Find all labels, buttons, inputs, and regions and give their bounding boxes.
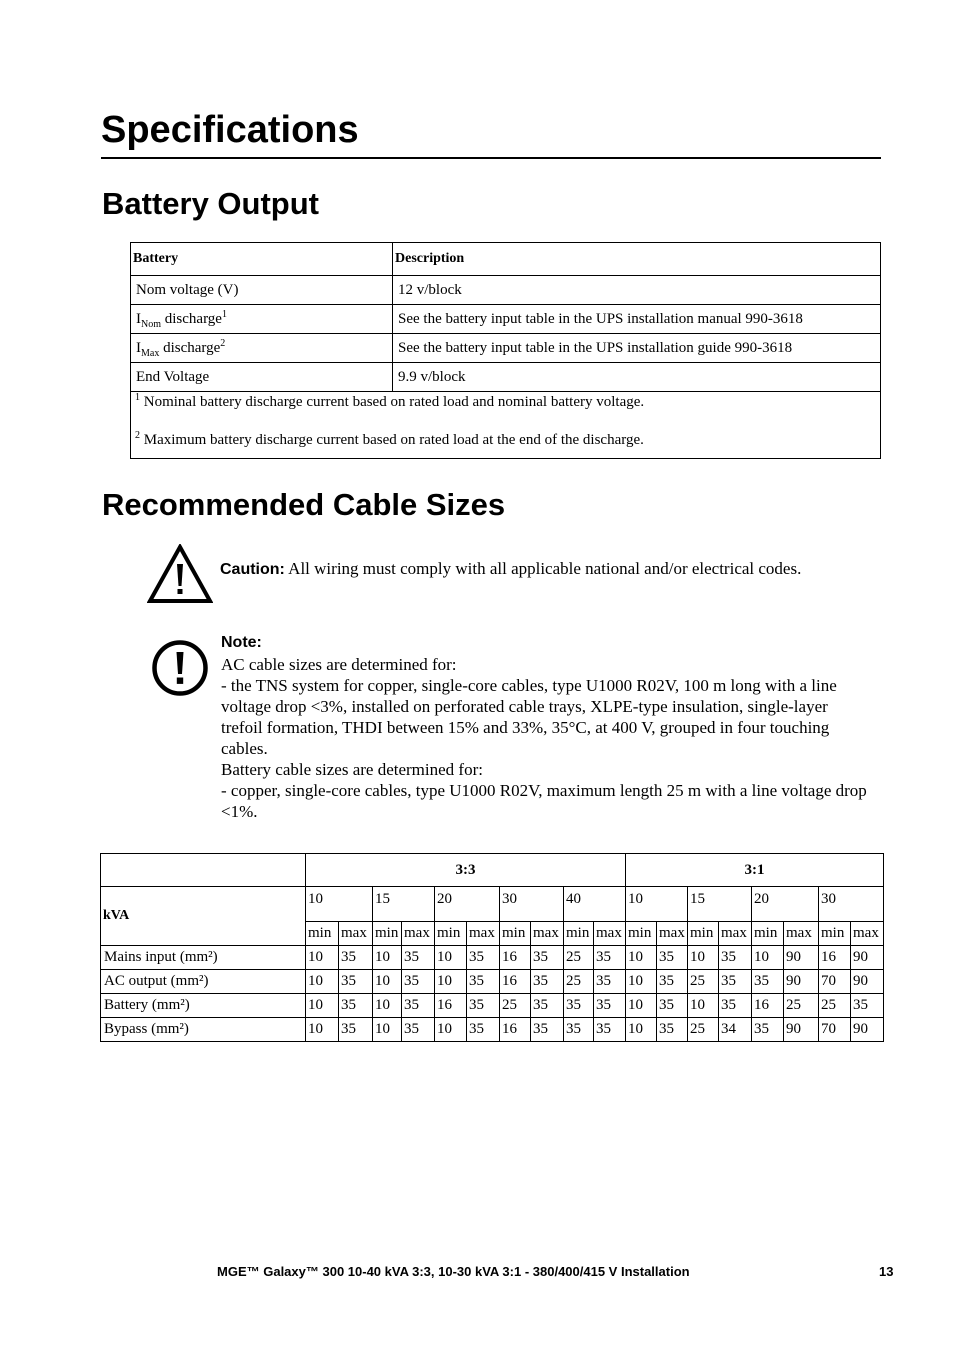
footnotes-row [131,392,881,459]
cable-size-cell: 35 [467,994,500,1018]
footnote: $^2$ Maximum battery discharge current based on rated load at the end of the discharge. [135,430,644,448]
cable-size-cell: 35 [402,970,435,994]
cable-size-cell: 10 [373,1018,402,1042]
max-header: max [339,922,373,946]
row-label: Mains input (mm²) [101,946,306,970]
note-label: Note: [221,634,262,651]
max-header: max [784,922,819,946]
table-row [101,1018,884,1042]
min-header: min [626,922,657,946]
cable-size-cell: 90 [784,1018,819,1042]
cable-size-cell: 35 [594,946,626,970]
cable-size-cell: 10 [626,970,657,994]
min-header: min [373,922,402,946]
battery-output-heading: Battery Output [102,186,319,221]
cable-size-cell: 16 [435,994,467,1018]
min-header: min [688,922,719,946]
cable-size-cell: 35 [657,946,688,970]
footnote: $^1$ Nominal battery discharge current based on rated load and nominal battery voltage. [135,392,645,410]
row-value: 9.9 v/block [393,363,881,392]
cable-size-cell: 10 [626,1018,657,1042]
max-header: max [657,922,688,946]
cable-size-cell: 16 [819,946,851,970]
max-header: max [467,922,500,946]
kva-value: 15 [373,887,435,922]
cable-size-cell: 35 [467,1018,500,1042]
note-line: - the TNS system for copper, single-core cables, type U1000 R02V, 100 m long with a line voltage drop <3%, installed on perforated cable trays, XLPE-type insulation, single-layer trefoil formation, THDI between 15% and 33%, 35°C, at 400 V, grouped in four touching cables. [221,676,837,758]
cable-size-cell: 35 [467,946,500,970]
max-header: max [594,922,626,946]
max-header: max [719,922,752,946]
cable-size-cell: 25 [784,994,819,1018]
title-rule [101,157,881,159]
cable-size-cell: 25 [688,970,719,994]
group-header-row [101,854,884,887]
cable-size-cell: 35 [564,1018,594,1042]
table-header-row [131,243,881,276]
row-value: See the battery input table in the UPS installation manual 990-3618 [393,305,881,334]
cable-size-cell: 10 [306,1018,339,1042]
group-header: 3:1 [626,854,884,887]
cable-size-cell: 10 [373,994,402,1018]
cable-size-cell: 10 [435,1018,467,1042]
table-row [131,276,881,305]
note-block [221,632,871,822]
min-header: min [752,922,784,946]
kva-value: 15 [688,887,752,922]
table-row [131,305,881,334]
cable-size-cell: 90 [784,946,819,970]
row-label: $I_{Max}$ discharge$^2$ [131,334,393,363]
caution-text: All wiring must comply with all applicable national and/or electrical codes. [284,559,802,578]
exclamation-circle-icon [151,639,209,697]
warning-triangle-icon [147,544,213,604]
row-label: Nom voltage (V) [131,276,393,305]
empty-cell [101,854,306,887]
kva-value: 20 [435,887,500,922]
cable-size-cell: 25 [564,970,594,994]
cable-size-cell: 35 [531,1018,564,1042]
kva-row [101,887,884,922]
row-label: Bypass (mm²) [101,1018,306,1042]
cable-size-cell: 10 [688,994,719,1018]
min-header: min [500,922,531,946]
min-header: min [306,922,339,946]
cable-size-cell: 10 [626,994,657,1018]
cable-size-cell: 35 [402,994,435,1018]
cable-size-cell: 16 [500,1018,531,1042]
cable-size-cell: 25 [819,994,851,1018]
row-label: End Voltage [131,363,393,392]
page-number: 13 [879,1264,894,1279]
cable-size-cell: 25 [500,994,531,1018]
footnotes [131,392,881,459]
cable-size-cell: 34 [719,1018,752,1042]
cable-size-cell: 35 [657,1018,688,1042]
cable-size-cell: 70 [819,1018,851,1042]
cable-size-cell: 16 [752,994,784,1018]
caution-message [220,558,801,581]
cable-size-cell: 35 [531,946,564,970]
caution-label: Caution: [220,561,285,578]
row-value: 12 v/block [393,276,881,305]
cable-size-cell: 35 [402,946,435,970]
cable-size-cell: 35 [339,946,373,970]
cable-size-cell: 35 [657,994,688,1018]
column-header: Battery [131,243,393,276]
cable-size-cell: 16 [500,946,531,970]
table-row [101,946,884,970]
page-title: Specifications [101,109,359,151]
kva-value: 30 [500,887,564,922]
cable-size-cell: 10 [306,946,339,970]
cable-sizes-heading: Recommended Cable Sizes [102,487,506,522]
cable-size-cell: 70 [819,970,851,994]
cable-size-cell: 35 [339,1018,373,1042]
cable-size-cell: 35 [339,994,373,1018]
footer-text: MGE™ Galaxy™ 300 10-40 kVA 3:3, 10-30 kVA 3:1 - 380/400/415 V Installation [217,1264,690,1279]
cable-size-cell: 35 [594,994,626,1018]
min-header: min [819,922,851,946]
cable-sizes-table [100,853,884,1042]
cable-size-cell: 35 [531,994,564,1018]
row-label: $I_{Nom}$ discharge$^1$ [131,305,393,334]
cable-size-cell: 35 [531,970,564,994]
group-header: 3:3 [306,854,626,887]
table-row [131,363,881,392]
row-value: See the battery input table in the UPS installation guide 990-3618 [393,334,881,363]
cable-size-cell: 25 [564,946,594,970]
column-header: Description [393,243,881,276]
cable-size-cell: 10 [435,970,467,994]
cable-size-cell: 35 [719,970,752,994]
max-header: max [402,922,435,946]
cable-size-cell: 35 [752,1018,784,1042]
cable-size-cell: 10 [435,946,467,970]
cable-size-cell: 35 [851,994,884,1018]
cable-size-cell: 35 [657,970,688,994]
kva-value: 40 [564,887,626,922]
table-row [131,334,881,363]
cable-size-cell: 10 [626,946,657,970]
cable-size-cell: 35 [467,970,500,994]
cable-size-cell: 35 [594,1018,626,1042]
cable-size-cell: 10 [306,970,339,994]
cable-size-cell: 16 [500,970,531,994]
min-header: min [435,922,467,946]
max-header: max [851,922,884,946]
cable-size-cell: 35 [719,994,752,1018]
table-row [101,994,884,1018]
cable-size-cell: 35 [594,970,626,994]
cable-size-cell: 90 [851,970,884,994]
kva-value: 30 [819,887,884,922]
kva-value: 10 [626,887,688,922]
kva-label: kVA [101,887,306,946]
cable-size-cell: 90 [784,970,819,994]
max-header: max [531,922,564,946]
cable-size-cell: 35 [339,970,373,994]
cable-size-cell: 10 [752,946,784,970]
cable-size-cell: 10 [306,994,339,1018]
cable-size-cell: 35 [752,970,784,994]
cable-size-cell: 35 [564,994,594,1018]
note-line: - copper, single-core cables, type U1000 R02V, maximum length 25 m with a line voltage drop <1%. [221,781,867,821]
cable-size-cell: 90 [851,1018,884,1042]
row-label: Battery (mm²) [101,994,306,1018]
min-header: min [564,922,594,946]
note-line: Battery cable sizes are determined for: [221,760,483,779]
cable-size-cell: 90 [851,946,884,970]
table-row [101,970,884,994]
cable-size-cell: 35 [402,1018,435,1042]
note-line: AC cable sizes are determined for: [221,655,457,674]
cable-size-cell: 10 [373,970,402,994]
cable-size-cell: 10 [688,946,719,970]
kva-value: 20 [752,887,819,922]
cable-size-cell: 35 [719,946,752,970]
cable-size-cell: 25 [688,1018,719,1042]
kva-value: 10 [306,887,373,922]
battery-output-table [130,242,881,459]
row-label: AC output (mm²) [101,970,306,994]
cable-size-cell: 10 [373,946,402,970]
